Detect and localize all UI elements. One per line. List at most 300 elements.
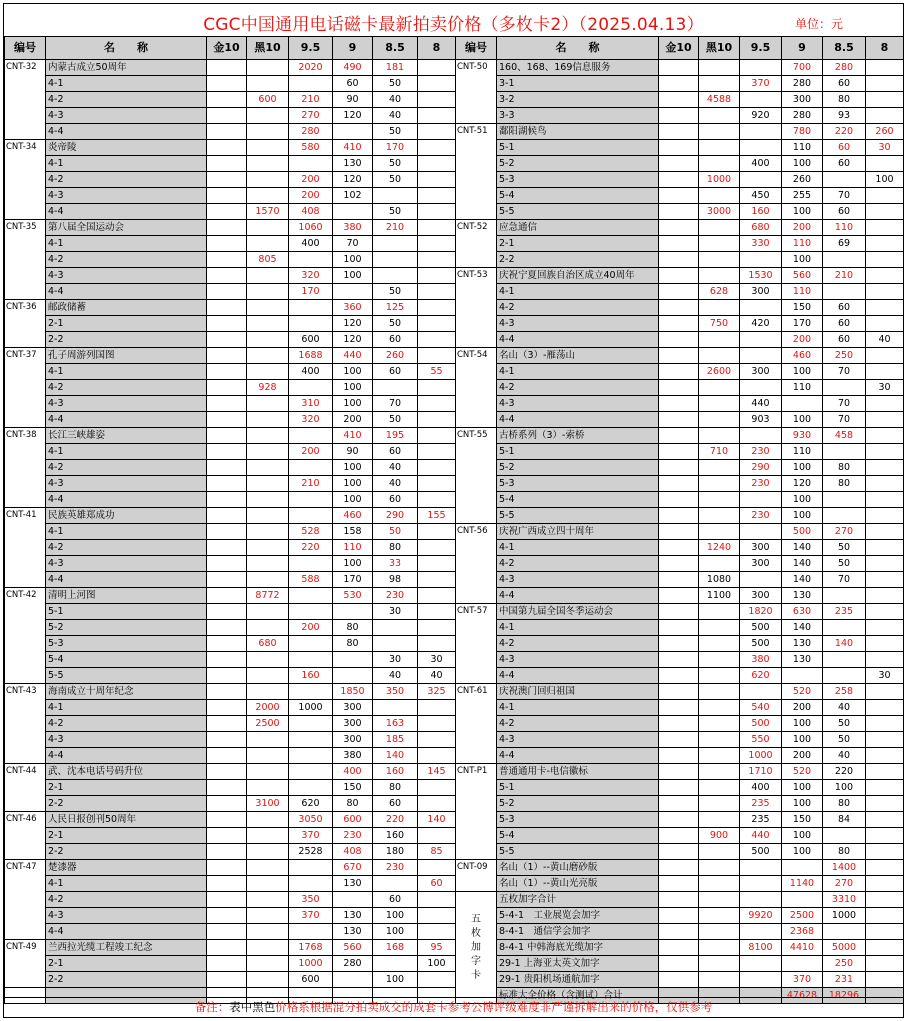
price-cell: 100 [782, 732, 823, 748]
table-row [5, 284, 456, 300]
price-cell: 125 [373, 300, 418, 316]
price-cell [699, 956, 740, 972]
table-row [5, 828, 456, 844]
price-cell: 60 [823, 76, 866, 92]
price-cell [207, 700, 247, 716]
price-cell: 1400 [823, 860, 866, 876]
table-row [5, 748, 456, 764]
column-header: 编号 [5, 37, 46, 60]
price-cell [866, 860, 904, 876]
price-cell [699, 124, 740, 140]
price-cell [866, 476, 904, 492]
price-cell [740, 572, 782, 588]
price-cell [333, 124, 373, 140]
price-cell [659, 796, 699, 812]
price-cell: 168 [373, 940, 418, 956]
price-cell [207, 668, 247, 684]
price-cell: 110 [782, 444, 823, 460]
price-cell [823, 444, 866, 460]
price-cell: 270 [823, 524, 866, 540]
total-cell: 47628 [782, 988, 823, 1004]
price-cell [659, 492, 699, 508]
price-cell: 230 [373, 860, 418, 876]
price-cell: 1710 [740, 764, 782, 780]
card-name: 5-1 [497, 444, 659, 460]
price-cell [207, 732, 247, 748]
price-cell: 630 [782, 604, 823, 620]
price-cell [659, 636, 699, 652]
price-cell [866, 92, 904, 108]
price-cell [659, 700, 699, 716]
price-cell: 50 [823, 732, 866, 748]
price-cell [659, 140, 699, 156]
price-cell [207, 300, 247, 316]
price-cell [866, 220, 904, 236]
price-cell [699, 348, 740, 364]
price-cell [333, 972, 373, 988]
price-cell: 30 [866, 668, 904, 684]
price-cell: 400 [333, 764, 373, 780]
price-cell [866, 652, 904, 668]
price-cell: 1530 [740, 268, 782, 284]
price-cell: 40 [373, 476, 418, 492]
price-cell: 325 [418, 684, 456, 700]
price-cell: 628 [699, 284, 740, 300]
price-cell: 195 [373, 428, 418, 444]
price-cell: 33 [373, 556, 418, 572]
card-name: 4-3 [46, 188, 207, 204]
price-cell [289, 876, 333, 892]
price-cell [247, 172, 289, 188]
price-cell: 270 [823, 876, 866, 892]
price-cell: 80 [373, 540, 418, 556]
table-row [5, 796, 456, 812]
price-cell: 60 [823, 300, 866, 316]
table-row [456, 828, 904, 844]
price-cell: 50 [373, 524, 418, 540]
table-row [456, 636, 904, 652]
price-cell [659, 412, 699, 428]
card-name: 4-3 [46, 908, 207, 924]
price-cell: 140 [418, 812, 456, 828]
table-row [456, 508, 904, 524]
card-code: CNT-36 [5, 300, 46, 348]
page-title: CGC中国通用电话磁卡最新拍卖价格（多枚卡2）（2025.04.13） [203, 15, 704, 35]
price-cell: 258 [823, 684, 866, 700]
price-cell [247, 268, 289, 284]
table-row [5, 924, 456, 940]
price-cell [289, 748, 333, 764]
price-cell: 380 [740, 652, 782, 668]
price-cell [373, 188, 418, 204]
card-name: 4-4 [497, 588, 659, 604]
card-code: CNT-P1 [456, 764, 497, 860]
price-cell: 550 [740, 732, 782, 748]
table-row [5, 76, 456, 92]
table-row [456, 764, 904, 780]
table-row [5, 684, 456, 700]
column-header: 金10 [207, 37, 247, 60]
card-name: 5-4 [497, 492, 659, 508]
price-cell: 408 [333, 844, 373, 860]
price-cell [866, 236, 904, 252]
price-cell: 140 [373, 748, 418, 764]
price-cell [866, 204, 904, 220]
price-cell: 130 [333, 876, 373, 892]
price-cell [866, 252, 904, 268]
price-cell [659, 236, 699, 252]
price-cell: 230 [740, 476, 782, 492]
table-row [5, 220, 456, 236]
card-name: 5-1 [497, 140, 659, 156]
table-row [456, 220, 904, 236]
price-cell: 500 [782, 524, 823, 540]
card-name: 4-4 [497, 332, 659, 348]
price-cell [418, 572, 456, 588]
card-name: 4-3 [46, 396, 207, 412]
price-cell: 95 [418, 940, 456, 956]
price-cell [659, 524, 699, 540]
price-cell: 2500 [247, 716, 289, 732]
price-cell [207, 876, 247, 892]
price-cell [247, 332, 289, 348]
price-cell [289, 732, 333, 748]
price-cell: 420 [740, 316, 782, 332]
price-cell: 300 [740, 364, 782, 380]
price-cell [289, 684, 333, 700]
card-name: 4-1 [46, 364, 207, 380]
card-code: CNT-50 [456, 60, 497, 124]
price-cell [659, 844, 699, 860]
price-cell [207, 284, 247, 300]
column-header: 8 [418, 37, 456, 60]
column-header: 8.5 [823, 37, 866, 60]
table-row [456, 796, 904, 812]
price-cell: 100 [782, 364, 823, 380]
price-cell [418, 188, 456, 204]
price-cell: 350 [289, 892, 333, 908]
price-cell [207, 204, 247, 220]
price-cell [866, 732, 904, 748]
price-cell [659, 972, 699, 988]
price-cell: 250 [823, 348, 866, 364]
card-name: 8-4-1 通信学会加字 [497, 924, 659, 940]
price-cell: 100 [333, 380, 373, 396]
card-name: 5-2 [497, 156, 659, 172]
price-cell: 60 [823, 140, 866, 156]
price-cell: 30 [866, 380, 904, 396]
table-row [5, 300, 456, 316]
price-cell [289, 860, 333, 876]
price-cell [247, 764, 289, 780]
table-row [456, 140, 904, 156]
card-name: 中国第九届全国冬季运动会 [497, 604, 659, 620]
price-cell [782, 396, 823, 412]
table-row [456, 748, 904, 764]
price-cell: 130 [782, 636, 823, 652]
price-cell [740, 876, 782, 892]
price-cell: 1570 [247, 204, 289, 220]
price-cell [659, 908, 699, 924]
card-name: 4-4 [46, 284, 207, 300]
price-cell [207, 844, 247, 860]
price-cell: 600 [333, 812, 373, 828]
price-cell [373, 252, 418, 268]
price-cell: 100 [333, 492, 373, 508]
table-row [5, 252, 456, 268]
price-cell: 70 [373, 396, 418, 412]
price-cell [866, 300, 904, 316]
table-row [456, 684, 904, 700]
price-cell: 220 [823, 124, 866, 140]
price-cell: 370 [289, 908, 333, 924]
price-cell: 4410 [782, 940, 823, 956]
table-row [456, 668, 904, 684]
price-cell [247, 668, 289, 684]
price-cell: 100 [823, 780, 866, 796]
price-cell: 100 [373, 972, 418, 988]
price-cell [699, 156, 740, 172]
price-cell [207, 764, 247, 780]
price-cell [782, 956, 823, 972]
price-cell [247, 652, 289, 668]
price-cell [699, 396, 740, 412]
price-cell: 80 [823, 476, 866, 492]
price-cell [699, 220, 740, 236]
price-cell: 70 [823, 396, 866, 412]
table-row [5, 636, 456, 652]
price-cell [207, 492, 247, 508]
price-cell [289, 636, 333, 652]
price-cell: 620 [740, 668, 782, 684]
card-name: 4-2 [497, 716, 659, 732]
table-row [456, 364, 904, 380]
price-cell: 40 [373, 92, 418, 108]
price-cell: 300 [333, 716, 373, 732]
price-cell [207, 828, 247, 844]
price-cell: 50 [823, 540, 866, 556]
price-cell: 70 [823, 572, 866, 588]
table-row [5, 332, 456, 348]
table-row [456, 620, 904, 636]
price-cell: 70 [823, 188, 866, 204]
price-cell: 270 [289, 108, 333, 124]
card-name: 4-4 [46, 412, 207, 428]
price-cell [207, 796, 247, 812]
price-cell: 750 [699, 316, 740, 332]
price-cell: 600 [289, 332, 333, 348]
price-cell [418, 476, 456, 492]
price-cell [659, 540, 699, 556]
price-cell: 145 [418, 764, 456, 780]
table-row [5, 588, 456, 604]
card-name: 名山（1）--黄山光亮版 [497, 876, 659, 892]
price-cell [418, 156, 456, 172]
price-cell [866, 844, 904, 860]
price-cell: 680 [740, 220, 782, 236]
price-cell: 60 [823, 156, 866, 172]
price-cell [659, 956, 699, 972]
price-cell [699, 268, 740, 284]
price-cell [207, 172, 247, 188]
price-cell [247, 396, 289, 412]
price-cell: 255 [782, 188, 823, 204]
card-code: CNT-54 [456, 348, 497, 428]
table-row [456, 604, 904, 620]
price-cell: 80 [823, 92, 866, 108]
price-cell [699, 780, 740, 796]
table-row [5, 668, 456, 684]
card-name: 5-5 [497, 508, 659, 524]
price-cell: 928 [247, 380, 289, 396]
price-cell [699, 908, 740, 924]
price-cell: 210 [373, 220, 418, 236]
card-name: 4-4 [46, 924, 207, 940]
price-cell: 100 [333, 476, 373, 492]
price-cell [866, 492, 904, 508]
price-cell [740, 92, 782, 108]
card-name: 4-4 [497, 412, 659, 428]
price-cell [418, 780, 456, 796]
table-row [456, 332, 904, 348]
card-code: CNT-49 [5, 940, 46, 988]
column-header: 编号 [456, 37, 497, 60]
price-cell [418, 700, 456, 716]
price-cell [207, 924, 247, 940]
price-cell: 500 [740, 620, 782, 636]
price-cell [247, 140, 289, 156]
price-cell [740, 300, 782, 316]
table-row [456, 316, 904, 332]
price-cell [699, 60, 740, 76]
card-name: 4-4 [46, 748, 207, 764]
price-cell [207, 236, 247, 252]
table-row [456, 716, 904, 732]
price-cell [659, 892, 699, 908]
price-cell: 2500 [782, 908, 823, 924]
price-cell: 90 [333, 92, 373, 108]
price-cell [740, 252, 782, 268]
card-name: 庆祝宁夏回族自治区成立40周年 [497, 268, 659, 284]
price-cell: 80 [333, 636, 373, 652]
price-cell [699, 476, 740, 492]
table-row [456, 380, 904, 396]
price-cell: 230 [740, 444, 782, 460]
price-cell [699, 300, 740, 316]
footnote-prefix: 备注： [194, 1000, 230, 1014]
price-cell [699, 860, 740, 876]
table-row [456, 700, 904, 716]
price-cell [418, 220, 456, 236]
price-cell: 100 [866, 172, 904, 188]
price-cell [866, 76, 904, 92]
price-cell: 50 [373, 76, 418, 92]
price-cell: 40 [866, 332, 904, 348]
price-cell [659, 364, 699, 380]
card-name: 4-4 [46, 572, 207, 588]
table-row [456, 780, 904, 796]
card-name: 4-1 [497, 284, 659, 300]
table-row [5, 348, 456, 364]
price-cell: 3000 [699, 204, 740, 220]
card-name: 4-2 [46, 892, 207, 908]
price-cell [373, 236, 418, 252]
price-cell [659, 332, 699, 348]
price-cell [699, 876, 740, 892]
price-cell: 200 [782, 700, 823, 716]
price-cell: 235 [823, 604, 866, 620]
price-cell [699, 668, 740, 684]
price-cell [740, 348, 782, 364]
price-cell [659, 716, 699, 732]
price-cell: 80 [333, 620, 373, 636]
card-name: 5-3 [497, 812, 659, 828]
price-cell: 170 [373, 140, 418, 156]
table-row [5, 316, 456, 332]
price-cell [866, 700, 904, 716]
price-cell [823, 588, 866, 604]
price-cell: 700 [782, 60, 823, 76]
price-cell: 290 [740, 460, 782, 476]
price-cell [373, 876, 418, 892]
price-cell: 1000 [740, 748, 782, 764]
table-row [5, 556, 456, 572]
price-cell [207, 540, 247, 556]
price-cell [289, 780, 333, 796]
price-cell [247, 556, 289, 572]
price-cell: 120 [333, 316, 373, 332]
price-cell [866, 284, 904, 300]
card-code: CNT-44 [5, 764, 46, 812]
price-cell: 40 [823, 748, 866, 764]
price-cell [866, 636, 904, 652]
card-code: CNT-53 [456, 268, 497, 348]
table-row [5, 396, 456, 412]
price-cell [418, 860, 456, 876]
card-name: 4-1 [46, 156, 207, 172]
card-name: 4-4 [497, 748, 659, 764]
price-cell [207, 76, 247, 92]
price-cell [418, 620, 456, 636]
price-cell [418, 428, 456, 444]
price-cell [207, 140, 247, 156]
card-name: 4-1 [46, 700, 207, 716]
price-cell: 140 [782, 556, 823, 572]
table-row [456, 556, 904, 572]
price-cell [207, 524, 247, 540]
price-cell: 85 [418, 844, 456, 860]
price-cell [418, 924, 456, 940]
column-header: 8.5 [373, 37, 418, 60]
card-name: 4-4 [46, 492, 207, 508]
price-cell [699, 700, 740, 716]
price-cell: 140 [782, 572, 823, 588]
price-cell [247, 76, 289, 92]
price-cell [823, 492, 866, 508]
price-cell [659, 476, 699, 492]
price-cell [247, 524, 289, 540]
price-cell [207, 972, 247, 988]
price-cell: 110 [823, 220, 866, 236]
table-row [5, 188, 456, 204]
price-cell [418, 412, 456, 428]
price-cell [373, 636, 418, 652]
table-row [5, 732, 456, 748]
price-cell [418, 172, 456, 188]
price-cell: 100 [782, 508, 823, 524]
column-header: 9 [782, 37, 823, 60]
price-cell [659, 652, 699, 668]
